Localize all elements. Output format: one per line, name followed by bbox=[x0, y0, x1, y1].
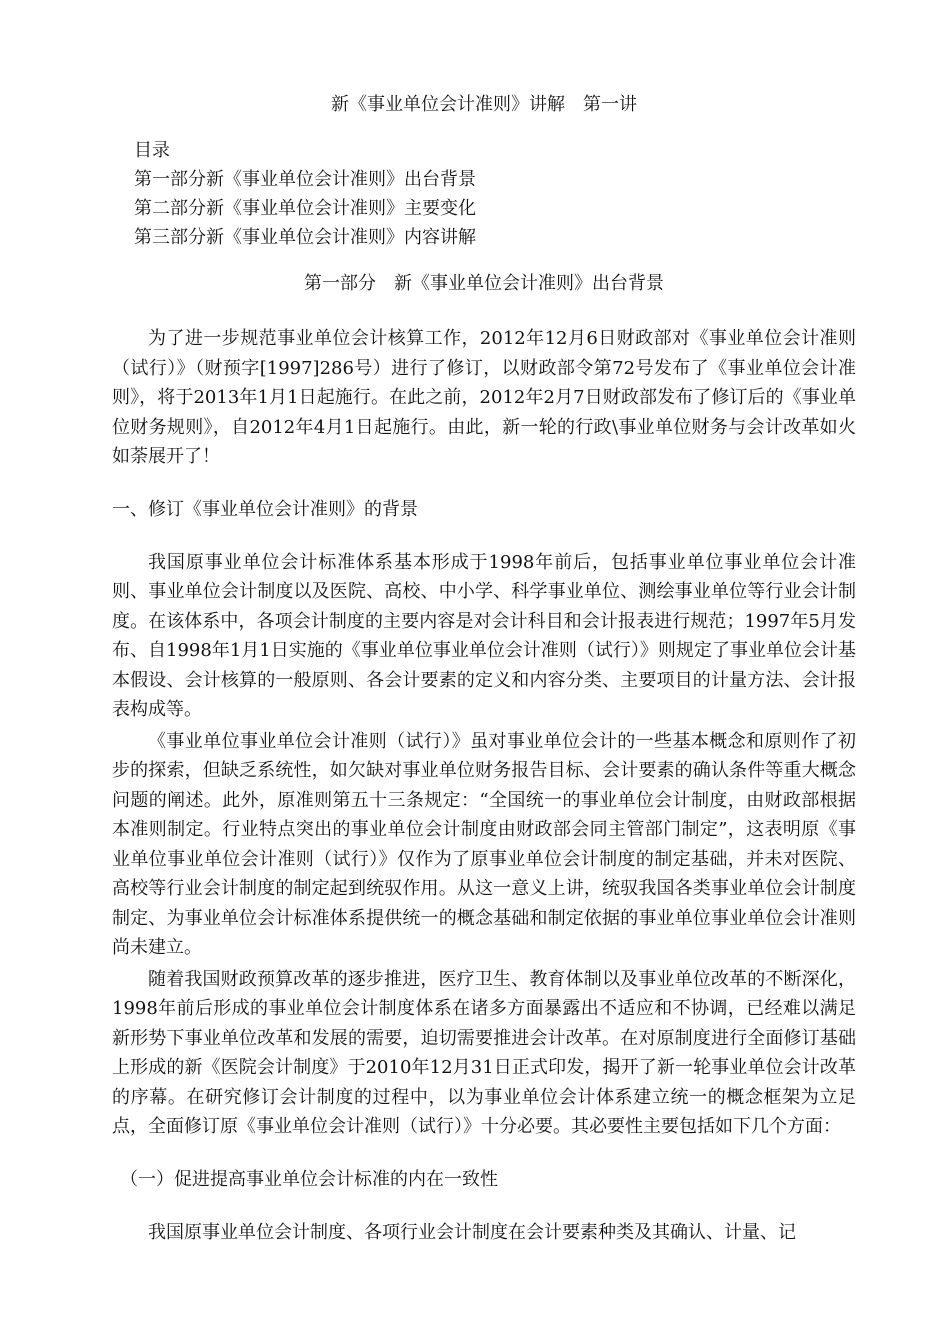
toc-item: 第一部分新《事业单位会计准则》出台背景 bbox=[134, 169, 476, 190]
toc-item: 第三部分新《事业单位会计准则》内容讲解 bbox=[134, 227, 476, 248]
document-page bbox=[112, 92, 856, 1247]
table-of-contents bbox=[134, 136, 856, 252]
part-heading: 第一部分 新《事业单位会计准则》出台背景 bbox=[304, 273, 664, 294]
section-heading: 一、修订《事业单位会计准则》的背景 bbox=[112, 498, 418, 520]
body-paragraph: 我国原事业单位会计标准体系基本形成于1998年前后，包括事业单位事业单位会计准则、事业单位会计制度以及医院、高校、中小学、科学事业单位、测绘事业单位等行业会计制度。在该体系中，各项会计制度的主要内容是对会计科目和会计报表进行规范；1997年5月发布、自1998年1月1日实施的《事业单位事业单位会计准则（试行）》则规定了事业单位会计基本假设、会计核算的一般原则、各会计要素的定义和内容分类、主要项目的计量方法、会计报表构成等。 bbox=[112, 551, 856, 720]
subsection-heading: （一）促进提高事业单位会计标准的内在一致性 bbox=[120, 1168, 498, 1190]
body-paragraph: 《事业单位事业单位会计准则（试行）》虽对事业单位会计的一些基本概念和原则作了初步的探索，但缺乏系统性，如欠缺对事业单位财务报告目标、会计要素的确认条件等重大概念问题的阐述。此外，原准则第五十三条规定：“全国统一的事业单位会计制度，由财政部根据本准则制定。行业特点突出的事业单位会计制度由财政部会同主管部门制定”，这表明原《事业单位事业单位会计准则（试行）》仅作为了原事业单位会计制度的制定基础，并未对医院、高校等行业会计制度的制定起到统驭作用。从这一意义上讲，统驭我国各类事业单位会计制度制定、为事业单位会计标准体系提供统一的概念基础和制定依据的事业单位事业单位会计准则尚未建立。 bbox=[112, 730, 856, 958]
body-paragraph: 我国原事业单位会计制度、各项行业会计制度在会计要素种类及其确认、计量、记 bbox=[148, 1221, 796, 1243]
intro-paragraph: 为了进一步规范事业单位会计核算工作，2012年12月6日财政部对《事业单位会计准则（试行）》（财预字[1997]286号）进行了修订，以财政部令第72号发布了《事业单位会计准则》，将于2013年1月1日起施行。在此之前，2012年2月7日财政部发布了修订后的《事业单位财务规则》，自2012年4月1日起施行。由此，新一轮的行政\事业单位财务与会计改革如火如荼展开了！ bbox=[112, 328, 856, 467]
toc-item: 第二部分新《事业单位会计准则》主要变化 bbox=[134, 198, 476, 219]
body-paragraph: 随着我国财政预算改革的逐步推进，医疗卫生、教育体制以及事业单位改革的不断深化，1998年前后形成的事业单位会计制度体系在诸多方面暴露出不适应和不协调，已经难以满足新形势下事业单位改革和发展的需要，迫切需要推进会计改革。在对原制度进行全面修订基础上形成的新《医院会计制度》于2010年12月31日正式印发，揭开了新一轮事业单位会计改革的序幕。在研究修订会计制度的过程中，以为事业单位会计体系建立统一的概念框架为立足点，全面修订原《事业单位会计准则（试行）》十分必要。其必要性主要包括如下几个方面： bbox=[112, 968, 856, 1137]
toc-heading: 目录 bbox=[134, 140, 170, 161]
document-title: 新《事业单位会计准则》讲解 第一讲 bbox=[331, 94, 637, 115]
